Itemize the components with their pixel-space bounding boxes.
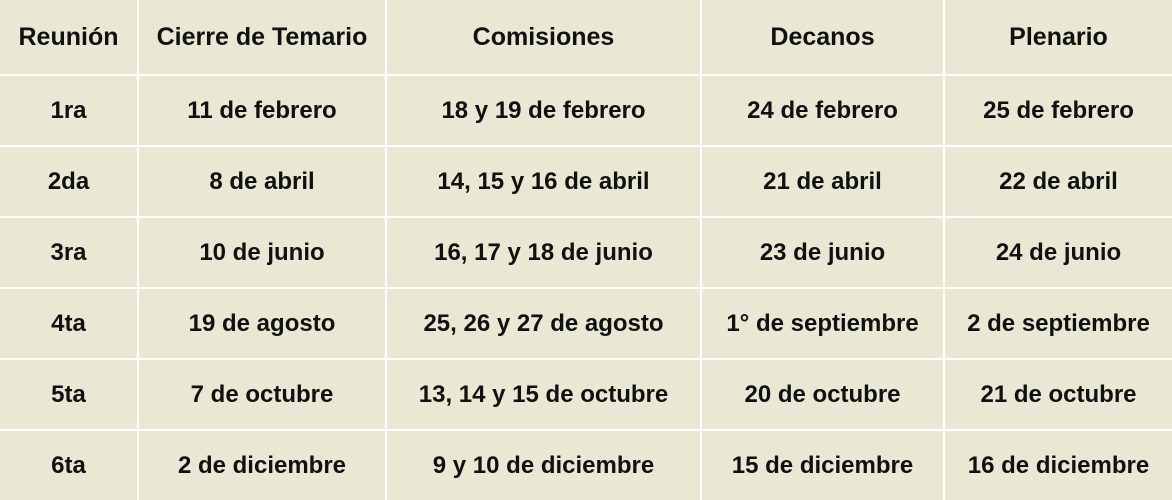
- cell-comisiones: 14, 15 y 16 de abril: [386, 146, 701, 217]
- column-header-plenario: Plenario: [944, 0, 1172, 75]
- column-header-reunion: Reunión: [0, 0, 138, 75]
- cell-reunion: 2da: [0, 146, 138, 217]
- cell-comisiones: 13, 14 y 15 de octubre: [386, 359, 701, 430]
- cell-decanos: 1° de septiembre: [701, 288, 944, 359]
- cell-comisiones: 16, 17 y 18 de junio: [386, 217, 701, 288]
- cell-plenario: 21 de octubre: [944, 359, 1172, 430]
- table-row: [0, 430, 1172, 500]
- cell-cierre: 8 de abril: [138, 146, 386, 217]
- cell-cierre: 10 de junio: [138, 217, 386, 288]
- cell-comisiones: 18 y 19 de febrero: [386, 75, 701, 146]
- cell-decanos: 20 de octubre: [701, 359, 944, 430]
- table-row: [0, 146, 1172, 217]
- column-header-comisiones: Comisiones: [386, 0, 701, 75]
- table-row: [0, 288, 1172, 359]
- cell-plenario: 16 de diciembre: [944, 430, 1172, 500]
- table-row: [0, 359, 1172, 430]
- table-header: [0, 0, 1172, 75]
- cell-cierre: 2 de diciembre: [138, 430, 386, 500]
- table-row: [0, 75, 1172, 146]
- cell-decanos: 21 de abril: [701, 146, 944, 217]
- cell-comisiones: 9 y 10 de diciembre: [386, 430, 701, 500]
- cell-plenario: 25 de febrero: [944, 75, 1172, 146]
- cell-reunion: 6ta: [0, 430, 138, 500]
- cell-comisiones: 25, 26 y 27 de agosto: [386, 288, 701, 359]
- cell-plenario: 2 de septiembre: [944, 288, 1172, 359]
- table-header-row: [0, 0, 1172, 75]
- cell-reunion: 3ra: [0, 217, 138, 288]
- cell-cierre: 19 de agosto: [138, 288, 386, 359]
- cell-reunion: 1ra: [0, 75, 138, 146]
- cell-decanos: 24 de febrero: [701, 75, 944, 146]
- cell-plenario: 24 de junio: [944, 217, 1172, 288]
- cell-reunion: 4ta: [0, 288, 138, 359]
- cell-cierre: 11 de febrero: [138, 75, 386, 146]
- table-body: [0, 75, 1172, 500]
- cell-decanos: 15 de diciembre: [701, 430, 944, 500]
- table-row: [0, 217, 1172, 288]
- cell-decanos: 23 de junio: [701, 217, 944, 288]
- column-header-decanos: Decanos: [701, 0, 944, 75]
- cell-reunion: 5ta: [0, 359, 138, 430]
- column-header-cierre-de-temario: Cierre de Temario: [138, 0, 386, 75]
- cell-cierre: 7 de octubre: [138, 359, 386, 430]
- cell-plenario: 22 de abril: [944, 146, 1172, 217]
